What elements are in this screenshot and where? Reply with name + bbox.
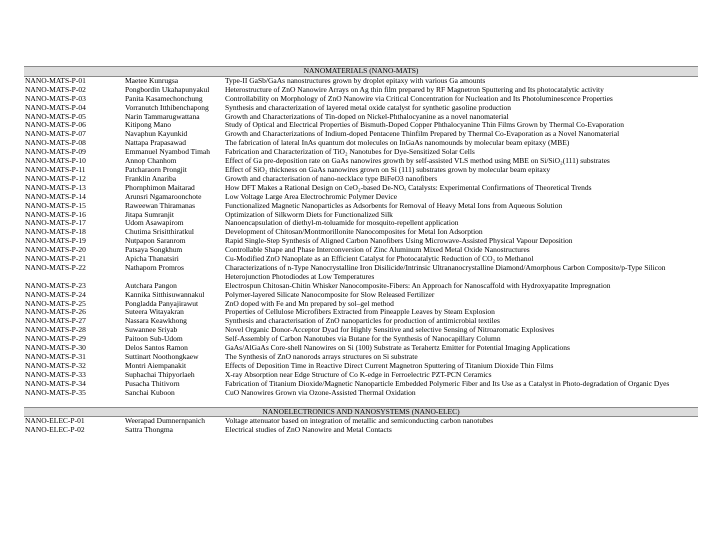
paper-title: Electrical studies of ZnO Nanowire and Metal Contacts — [225, 425, 392, 435]
table-row — [24, 389, 698, 398]
paper-title: Fabrication and Characterization of TiO₂ Nanotubes for Dye-Sensitized Solar Cells — [225, 147, 475, 157]
presenter-name: Suteera Witayakran — [125, 308, 184, 317]
spacer-cell — [24, 398, 698, 408]
paper-code: NANO-MATS-P-17 — [25, 219, 86, 228]
presenter-name: Phornphimon Maitarad — [125, 183, 195, 192]
paper-code: NANO-ELEC-P-01 — [25, 416, 85, 426]
presenter-name: Udom Asawapirom — [125, 219, 184, 228]
paper-code: NANO-MATS-P-19 — [25, 237, 86, 246]
paper-code: NANO-MATS-P-29 — [25, 335, 86, 344]
presenter-name: Vorranutch Itthibenchapong — [125, 103, 209, 112]
presenter-name: Navaphun Kayunkid — [125, 130, 188, 139]
paper-code: NANO-MATS-P-14 — [25, 192, 86, 201]
paper-code: NANO-MATS-P-25 — [25, 299, 86, 308]
section-title: NANOELECTRONICS AND NANOSYSTEMS (NANO-ELEC) — [24, 407, 698, 417]
paper-code: NANO-MATS-P-03 — [25, 94, 86, 103]
paper-code: NANO-MATS-P-28 — [25, 326, 86, 335]
paper-title: Synthesis and characterization of layered metal oxide catalyst for synthetic gasoline production — [225, 102, 511, 112]
section-header-row — [24, 67, 698, 77]
paper-code: NANO-MATS-P-24 — [25, 290, 86, 299]
presenter-name: Suphachai Thipyorlaeh — [125, 370, 195, 379]
paper-code: NANO-MATS-P-23 — [25, 281, 86, 290]
presenter-name: Annop Chanhom — [125, 157, 177, 166]
paper-code: NANO-MATS-P-30 — [25, 344, 86, 353]
paper-code: NANO-MATS-P-01 — [25, 76, 86, 85]
presenter-name: Nathaporn Promros — [125, 263, 184, 272]
presenter-name: Nattapa Prapasawad — [125, 139, 187, 148]
paper-code: NANO-MATS-P-18 — [25, 228, 86, 237]
paper-code: NANO-MATS-P-04 — [25, 103, 86, 112]
paper-title: Functionalized Magnetic Nanoparticles as Adsorbents for Removal of Heavy Metal Ions from Aqueous Solution — [225, 200, 563, 210]
paper-title: Growth and Characterizations of Indium-doped Pentacene Thinfilm Prepared by Thermal Co-Evaporation as a Novel Nanomaterial — [225, 129, 620, 139]
paper-code: NANO-MATS-P-08 — [25, 139, 86, 148]
paper-code: NANO-MATS-P-22 — [25, 263, 86, 272]
presenter-name: Pongladda Panyajirawut — [125, 299, 199, 308]
paper-title: Low Voltage Large Area Electrochromic Polymer Device — [225, 191, 398, 201]
presenter-name: Delos Santos Ramon — [125, 344, 188, 353]
presenter-name: Jitapa Sumranjit — [125, 210, 174, 219]
paper-title: Characterizations of n-Type Nanocrystalline Iron Disilicide/Intrinsic Ultrananocrystalline Diamond/Amorphous Carbon Composite/p-Type Silicon Heterojunction Photodiodes at Low Temperatures — [225, 262, 666, 281]
paper-code: NANO-ELEC-P-02 — [25, 426, 85, 435]
presenter-name: Montri Aiempanakit — [125, 361, 187, 370]
paper-code: NANO-MATS-P-09 — [25, 148, 86, 157]
paper-code: NANO-MATS-P-10 — [25, 157, 86, 166]
paper-code: NANO-MATS-P-02 — [25, 85, 86, 94]
presenter-name: Pusacha Thitivorn — [125, 379, 180, 388]
paper-code: NANO-MATS-P-11 — [25, 165, 86, 174]
table-row — [24, 264, 698, 282]
paper-title: Growth and characterisation of nano-necklace type BiFeO3 nanofibers — [225, 173, 438, 183]
paper-title: How DFT Makes a Rational Design on CeO₂-based De-NOₓ Catalysts: Experimental Confirmations of Theoretical Trends — [225, 182, 592, 192]
table-row — [24, 426, 698, 435]
presenter-name: Arunsri Ngamaroonchote — [125, 192, 202, 201]
paper-title: Heterostructure of ZnO Nanowire Arrays on Ag thin film prepared by RF Magnetron Sputtering and Its photocatalytic activity — [225, 84, 604, 94]
section-spacer — [24, 398, 698, 408]
paper-title: GaAs/AlGaAs Core-shell Nanowires on Si (100) Substrate as Terahertz Emitter for Potential Imaging Applications — [225, 343, 570, 353]
paper-title: Study of Optical and Electrical Properties of Bismuth-Doped Copper Phthalocyanine Thin Films Grown by Thermal Co-Evaporation — [225, 120, 625, 130]
paper-title: CuO Nanowires Grown via Ozone-Assisted Thermal Oxidation — [225, 387, 416, 397]
section-header-row — [24, 407, 698, 417]
paper-title: Voltage attenuator based on integration of metallic and semiconducting carbon nanotubes — [225, 416, 494, 426]
paper-code: NANO-MATS-P-21 — [25, 255, 86, 264]
presenter-name: Emmanuel Nyambod Timah — [125, 148, 210, 157]
paper-title: The fabrication of lateral InAs quantum dot molecules on InGaAs nanomounds by molecular beam epitaxy (MBE) — [225, 138, 570, 148]
paper-code: NANO-MATS-P-15 — [25, 201, 86, 210]
presenter-name: Sanchai Kuboon — [125, 388, 175, 397]
presenter-name: Narin Tammarugwattana — [125, 112, 200, 121]
presenter-name: Nassara Keawkhong — [125, 317, 187, 326]
paper-title: Effects of Deposition Time in Reactive Direct Current Magnetron Sputtering of Titanium Dioxide Thin Films — [225, 360, 554, 370]
paper-code: NANO-MATS-P-07 — [25, 130, 86, 139]
paper-title: Synthesis and characterisation of ZnO nanoparticles for production of antimicrobial textiles — [225, 316, 500, 326]
presenter-name: Sattra Thongma — [125, 426, 173, 435]
poster-program-sheet — [24, 66, 698, 435]
paper-title: Optimization of Silkworm Diets for Functionalized Silk — [225, 209, 393, 219]
paper-code: NANO-MATS-P-33 — [25, 370, 86, 379]
presenter-name: Kannika Sitthisuwannakul — [125, 290, 205, 299]
paper-code: NANO-MATS-P-06 — [25, 121, 86, 130]
presenter-name: Franklin Anariba — [125, 174, 177, 183]
paper-title: Cu-Modified ZnO Nanoplate as an Efficient Catalyst for Photocatalytic Reduction of CO₂ to Methanol — [225, 254, 534, 264]
presenter-name: Maetee Kunrugsa — [125, 76, 179, 85]
paper-title: Development of Chitosan/Montmorillonite Nanocomposites for Metal Ion Adsorption — [225, 227, 483, 237]
paper-title: Rapid Single-Step Synthesis of Aligned Carbon Nanofibers Using Microwave-Assisted Physical Vapour Deposition — [225, 236, 573, 246]
paper-title: Properties of Cellulose Microfibers Extracted from Pineapple Leaves by Steam Explosion — [225, 307, 495, 317]
paper-title: Polymer-layered Silicate Nanocomposite for Slow Released Fertilizer — [225, 289, 435, 299]
paper-title: Controllable Shape and Phase Interconversion of Zinc Aluminum Mixed Metal Oxide Nanostructures — [225, 245, 530, 255]
paper-title: Growth and Characterizations of Tin-doped on Nickel-Phthalocyanine as a novel nanomaterial — [225, 111, 509, 121]
presenter-name: Kitipong Mano — [125, 121, 172, 130]
paper-code: NANO-MATS-P-05 — [25, 112, 86, 121]
paper-code: NANO-MATS-P-27 — [25, 317, 86, 326]
presenter-name: Apicha Thanatsiri — [125, 255, 179, 264]
paper-code: NANO-MATS-P-34 — [25, 379, 86, 388]
paper-title: Type-II GaSb/GaAs nanostructures grown by droplet epitaxy with various Ga amounts — [225, 75, 486, 85]
presenter-name: Raweewan Thiramanas — [125, 201, 196, 210]
presenter-name: Patcharaorn Prongjit — [125, 165, 187, 174]
paper-code: NANO-MATS-P-16 — [25, 210, 86, 219]
paper-title: Controllability on Morphology of ZnO Nanowire via Critical Concentration for Nucleation and Its Photoluminescence Properties — [225, 93, 613, 103]
presenter-name: Paitoon Sub-Udom — [125, 335, 183, 344]
paper-title: Fabrication of Titanium Dioxide/Magnetic Nanoparticle Embedded Polymeric Fiber and Its Use as a Catalyst in Photo-degradation of Organic Dyes — [225, 378, 670, 388]
presenter-name: Suttinart Noothongkaew — [125, 353, 199, 361]
presenter-name: Autchara Pangon — [125, 281, 177, 290]
paper-title: ZnO doped with Fe and Mn prepared by sol–gel method — [225, 298, 394, 308]
program-table — [24, 66, 698, 435]
paper-title: Effect of Ga pre-deposition rate on GaAs nanowires growth by self-assisted VLS method using MBE on Si/SiO₂(111) substrates — [225, 156, 610, 166]
paper-title: Self-Assembly of Carbon Nanotubes via Butane for the Synthesis of Nanocapillary Column — [225, 334, 501, 344]
paper-title: Effect of SiO₂ thickness on GaAs nanowires grown on Si (111) substrates grown by molecular beam epitaxy — [225, 164, 551, 174]
program-table-body — [24, 67, 698, 436]
paper-title: Electrospun Chitosan-Chitin Whisker Nanocomposite-Fibers: An Approach for Nanoscaffold with Hydroxyapatite Impregnation — [225, 280, 611, 290]
paper-code: NANO-MATS-P-32 — [25, 361, 86, 370]
paper-code: NANO-MATS-P-31 — [25, 353, 86, 361]
paper-title: Nanoencapsulation of diethyl-m-toluamide for mosquito-repellent application — [225, 218, 459, 228]
presenter-name: Suwannee Sriyab — [125, 326, 178, 335]
paper-title: The Synthesis of ZnO nanorods arrays structures on Si substrate — [225, 352, 418, 361]
presenter-name: Patsaya Songkhum — [125, 246, 183, 255]
presenter-name: Pongbordin Ukahapunyakul — [125, 85, 210, 94]
section-title: NANOMATERIALS (NANO-MATS) — [24, 67, 698, 77]
paper-code: NANO-MATS-P-26 — [25, 308, 86, 317]
paper-code: NANO-MATS-P-35 — [25, 388, 86, 397]
paper-code: NANO-MATS-P-12 — [25, 174, 86, 183]
presenter-name: Chutima Srisitthiratkul — [125, 228, 194, 237]
paper-code: NANO-MATS-P-13 — [25, 183, 86, 192]
presenter-name: Panita Kasamechonchung — [125, 94, 203, 103]
paper-title: Novel Organic Donor-Acceptor Dyad for Highly Sensitive and selective Sensing of Nitroaromatic Explosives — [225, 325, 555, 335]
paper-code: NANO-MATS-P-20 — [25, 246, 86, 255]
paper-title: X-ray Absorption near Edge Structure of Co K-edge in Ferroelectric PZT-PCN Ceramics — [225, 369, 492, 379]
presenter-name: Weerapad Dumnernpanich — [125, 416, 205, 426]
presenter-name: Nutpapon Saranrom — [125, 237, 186, 246]
